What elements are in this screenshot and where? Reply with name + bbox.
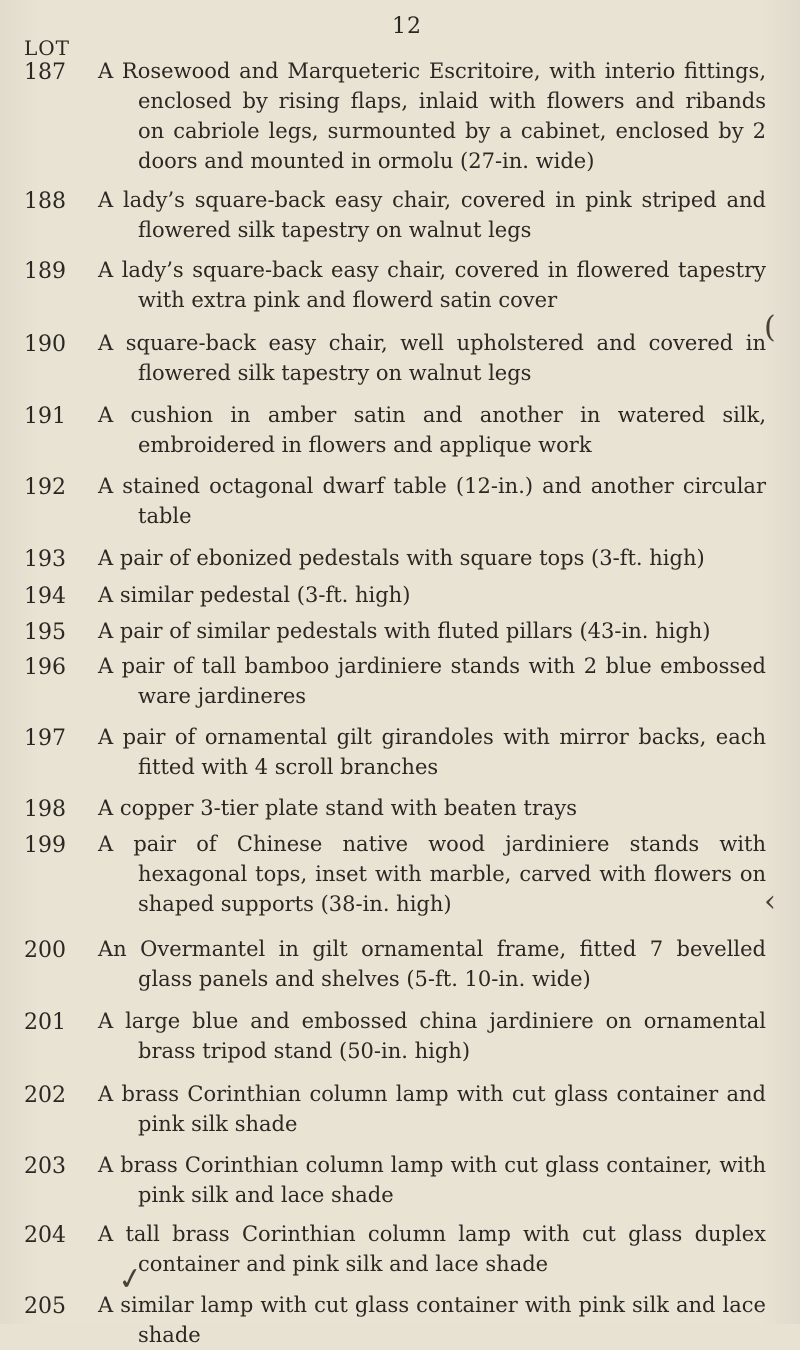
lot-number: 195 <box>24 620 66 645</box>
lot-number: 204 <box>24 1223 66 1248</box>
lot-number: 197 <box>24 726 66 751</box>
lot-number: 192 <box>24 475 66 500</box>
lot-description: A pair of ebonized pedestals with square tops (3-ft. high) <box>98 546 705 570</box>
lot-description: A cushion in amber satin and another in watered silk, embroidered in flowers and applique work <box>98 403 766 457</box>
lot-number: 205 <box>24 1294 66 1319</box>
lot-number: 193 <box>24 547 66 572</box>
lot-description: A tall brass Corinthian column lamp with cut glass duplex container and pink silk and lace shade <box>98 1222 766 1276</box>
lot-number: 190 <box>24 332 66 357</box>
lot-number: 187 <box>24 60 66 85</box>
lot-description: A pair of ornamental gilt girandoles with mirror backs, each fitted with 4 scroll branches <box>98 725 766 779</box>
pencil-mark-icon: ‹ <box>764 884 776 919</box>
lot-description: A square-back easy chair, well upholstered and covered in flowered silk tapestry on walnut legs <box>98 331 766 385</box>
lot-description: An Overmantel in gilt ornamental frame, fitted 7 bevelled glass panels and shelves (5-ft. 10-in. wide) <box>98 937 766 991</box>
lot-number: 196 <box>24 655 66 680</box>
lot-description: A lady’s square-back easy chair, covered in pink striped and flowered silk tapestry on walnut legs <box>98 188 766 242</box>
lot-description: A pair of tall bamboo jardiniere stands with 2 blue embossed ware jardineres <box>98 654 766 708</box>
lot-column-header: LOT <box>24 36 71 60</box>
lot-number: 188 <box>24 189 66 214</box>
lot-number: 200 <box>24 938 66 963</box>
lot-number: 201 <box>24 1010 66 1035</box>
lot-number: 194 <box>24 584 66 609</box>
pencil-tick-icon: ✓ <box>115 1260 146 1299</box>
lot-description: A lady’s square-back easy chair, covered in flowered tapestry with extra pink and flowerd satin cover <box>98 258 766 312</box>
lot-number: 198 <box>24 797 66 822</box>
pencil-mark-icon: ( <box>764 310 776 345</box>
lot-number: 191 <box>24 404 66 429</box>
lot-description: A brass Corinthian column lamp with cut glass container, with pink silk and lace shade <box>98 1153 766 1207</box>
lot-number: 199 <box>24 833 66 858</box>
lot-number: 203 <box>24 1154 66 1179</box>
lot-number: 189 <box>24 259 66 284</box>
lot-description: A stained octagonal dwarf table (12-in.) and another circular table <box>98 474 766 528</box>
page-number: 12 <box>392 14 422 39</box>
lot-description: A similar lamp with cut glass container with pink silk and lace shade <box>98 1293 766 1347</box>
lot-description: A large blue and embossed china jardiniere on ornamental brass tripod stand (50-in. high) <box>98 1009 766 1063</box>
lot-description: A pair of Chinese native wood jardiniere stands with hexagonal tops, inset with marble, carved with flowers on shaped supports (38-in. high) <box>98 832 766 916</box>
lot-description: A Rosewood and Marqueteric Escritoire, with interio fittings, enclosed by rising flaps, inlaid with flowers and ribands on cabriole legs, surmounted by a cabinet, enclosed by 2 doors and mounted in ormolu (27-in. wide) <box>98 59 766 173</box>
lot-description: A brass Corinthian column lamp with cut glass container and pink silk shade <box>98 1082 766 1136</box>
lot-description: A similar pedestal (3-ft. high) <box>98 583 411 607</box>
lot-number: 202 <box>24 1083 66 1108</box>
lot-description: A pair of similar pedestals with fluted pillars (43-in. high) <box>98 619 711 643</box>
lot-description: A copper 3-tier plate stand with beaten trays <box>98 796 578 820</box>
